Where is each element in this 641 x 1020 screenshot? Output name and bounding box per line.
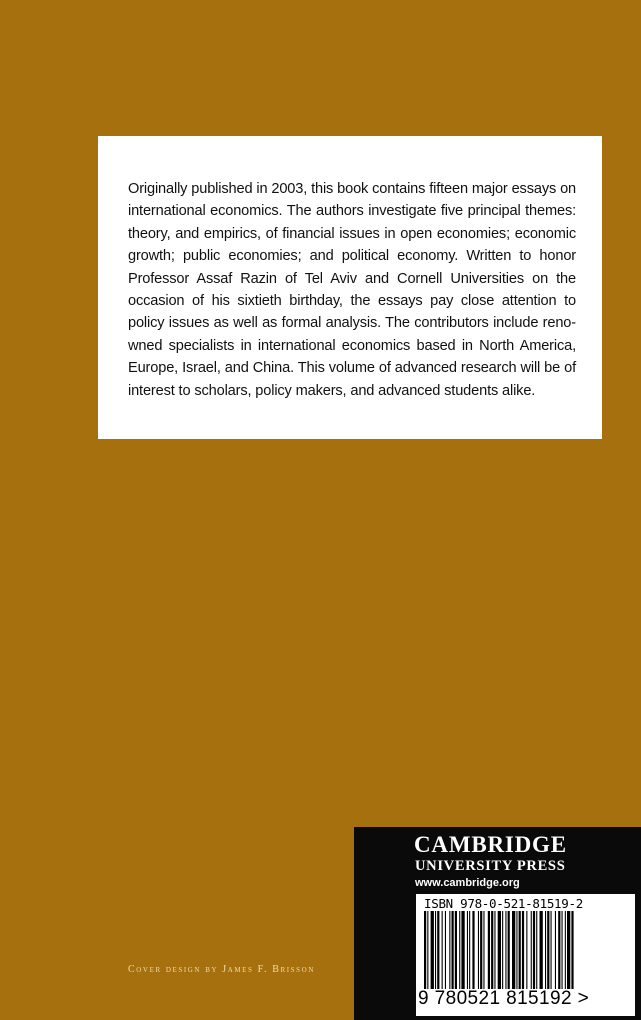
publisher-url: www.cambridge.org (415, 877, 520, 889)
barcode-icon (424, 911, 627, 989)
barcode-label (416, 894, 635, 1016)
description-panel (98, 136, 602, 439)
publisher-block (354, 827, 641, 1020)
book-description: Originally published in 2003, this book contains fifteen major essays on international economics. The authors investigate five principal themes: theory, and empirics, of financial issues in open economies; economic growth; public economies; and political economy. Written to honor Professor Assaf Razin of Tel Aviv and Cornell Universities on the occasion of his sixtieth birthday, the essays pay close attention to policy issues as well as formal analysis. The contributors include reno-wned specialists in international economics based in North America, Europe, Israel, and China. This volume of advanced research will be of interest to scholars, policy makers, and advanced students alike. (128, 181, 576, 399)
publisher-name: CAMBRIDGE (414, 832, 567, 857)
cover-design-credit: Cover design by James F. Brisson (128, 964, 315, 975)
barcode-digits: 9 780521 815192 > (418, 988, 590, 1009)
publisher-subtitle: UNIVERSITY PRESS (415, 858, 566, 874)
isbn-number: ISBN 978-0-521-81519-2 (424, 896, 583, 911)
